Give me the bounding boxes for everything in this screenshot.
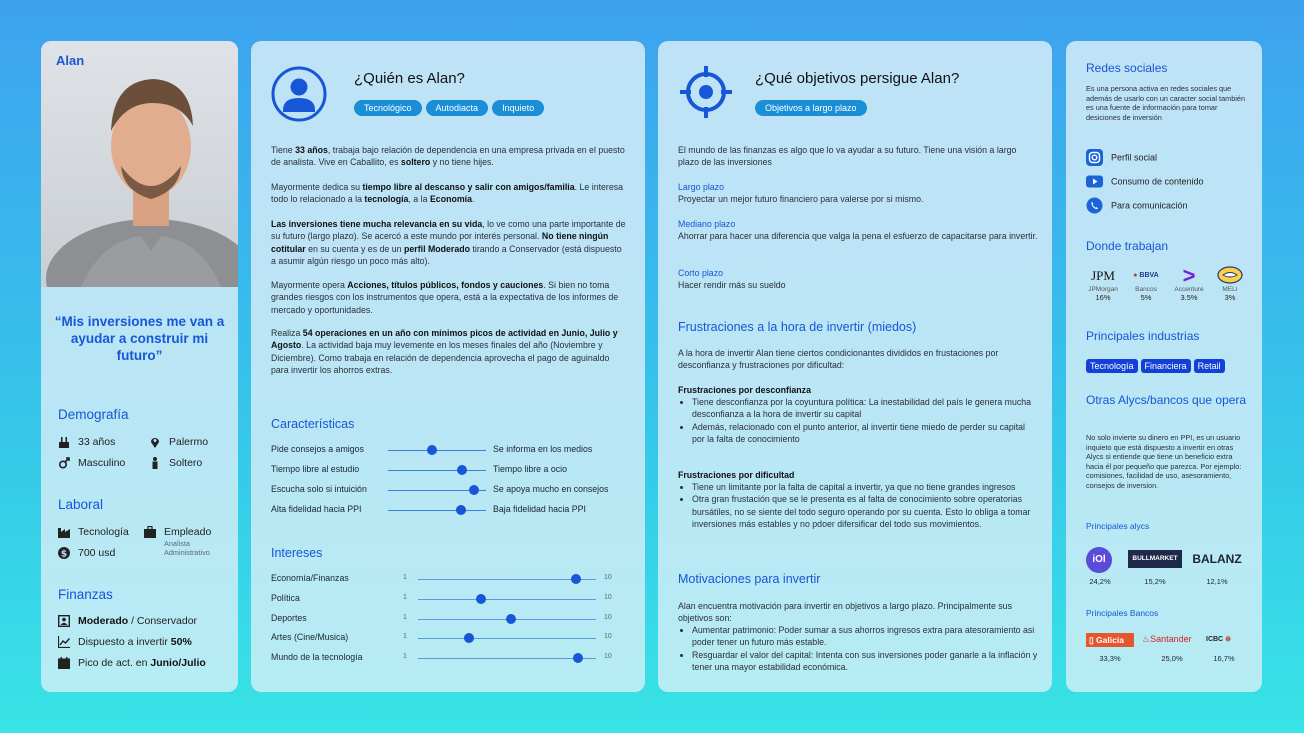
dificultad-title: Frustraciones por dificultad <box>678 470 795 480</box>
caracteristica-left-label: Alta fidelidad hacia PPI <box>271 504 362 514</box>
santander-logo: ♨Santander <box>1142 634 1192 644</box>
cake-icon <box>58 436 70 448</box>
objetivos-tags <box>755 98 871 116</box>
quien-tags <box>354 98 548 116</box>
caracteristica-knob[interactable] <box>457 465 467 475</box>
jpm-logo: JPM <box>1091 268 1115 283</box>
caracteristicas-title: Características <box>271 417 355 431</box>
profile-card <box>41 41 238 692</box>
caracteristica-knob[interactable] <box>456 505 466 515</box>
demografia-title: Demografía <box>58 407 129 422</box>
largo-title: Largo plazo <box>678 182 724 192</box>
caracteristica-right-label: Baja fidelidad hacia PPI <box>493 504 586 514</box>
male-symbol-icon <box>58 457 70 469</box>
tag: Tecnología <box>1086 359 1138 373</box>
interes-max: 10 <box>604 633 612 640</box>
youtube-row: Consumo de contenido <box>1086 173 1204 190</box>
caracteristica-left-label: Tiempo libre al estudio <box>271 464 360 474</box>
tag: Autodiacta <box>426 100 489 116</box>
caracteristica-track <box>388 450 486 451</box>
quien-p2: Mayormente dedica su tiempo libre al descanso y salir con amigos/familia. Le interesa todo lo relacionado a la tecnología, a la Economía. <box>271 182 624 205</box>
interes-track <box>418 638 596 639</box>
calendar-icon <box>58 657 70 669</box>
iol-item <box>1086 547 1114 573</box>
mediano-title: Mediano plazo <box>678 219 736 229</box>
quien-p4: Mayormente opera Acciones, títulos públicos, fondos y cauciones. Si bien no toma grandes riesgos con los instrumentos que opera, está a la expectativa de los informes de mercado y oportunidades. <box>271 280 619 315</box>
interes-min: 1 <box>403 633 407 640</box>
dispuesto-row: Dispuesto a invertir 50% <box>58 636 192 648</box>
profile-badge-icon <box>58 615 70 627</box>
industrias-title: Principales industrias <box>1086 329 1200 343</box>
meli-item: MELI 3% <box>1212 266 1248 302</box>
svg-text:$: $ <box>60 549 68 560</box>
caracteristica-track <box>388 510 486 511</box>
whatsapp-row: Para comunicación <box>1086 197 1188 214</box>
list-item: • Además, relacionado con el punto anterior, al invertir tiene miedo de perder su capital por la falta de conocimiento <box>692 421 1038 446</box>
interes-min: 1 <box>403 574 407 581</box>
interes-knob[interactable] <box>573 653 583 663</box>
edad-row: 33 años <box>58 436 115 448</box>
target-icon <box>680 66 732 123</box>
balanz-logo: BALANZ <box>1192 552 1242 566</box>
accenture-logo: > <box>1182 263 1196 288</box>
principales-alycs-title: Principales alycs <box>1086 521 1150 531</box>
principales-bancos-title: Principales Bancos <box>1086 608 1159 618</box>
handshake-logo-icon <box>1212 266 1248 286</box>
interes-label: Economía/Finanzas <box>271 573 349 583</box>
quien-p3: Las inversiones tiene mucha relevancia en su vida, lo ve como una parte importante de su futuro (largo plazo). Se acercó a este mundo por interés personal. No tiene ningún cotitular en su cuenta y es de un perfil Moderado tirando a Conservador (está dispuesto a asumir algún riesgo un poco más alto). <box>271 219 626 266</box>
motivaciones-list <box>678 624 1038 673</box>
intereses-title: Intereses <box>271 546 323 560</box>
caracteristica-knob[interactable] <box>469 485 479 495</box>
interes-knob[interactable] <box>476 594 486 604</box>
interes-max: 10 <box>604 594 612 601</box>
iol-logo: iOl <box>1086 547 1112 573</box>
interes-knob[interactable] <box>506 614 516 624</box>
corto-text: Hacer rendir más su sueldo <box>678 280 786 290</box>
sector-row: Tecnología <box>58 526 129 538</box>
interes-label: Artes (Cine/Musica) <box>271 632 349 642</box>
interes-max: 10 <box>604 653 612 660</box>
bancos-item: ● BBVA Bancos 5% <box>1126 266 1166 302</box>
instagram-icon <box>1086 149 1103 166</box>
interes-track <box>418 599 596 600</box>
dollar-coin-icon <box>58 547 70 559</box>
interes-min: 1 <box>403 653 407 660</box>
list-item: • Aumentar patrimonio: Poder sumar a sus ahorros ingresos extra para atesoramiento asi poder tener un futuro más estable. <box>692 624 1038 649</box>
tag: Financiera <box>1141 359 1191 373</box>
quien-title: ¿Quién es Alan? <box>354 70 465 87</box>
tag: Inquieto <box>492 100 544 116</box>
whatsapp-icon <box>1086 197 1103 214</box>
jpmorgan-item: JPM JPMorgan 16% <box>1086 266 1120 302</box>
quien-p5: Realiza 54 operaciones en un año con mínimos picos de actividad en Junio, Julio y Agosto. La actividad baja muy levemente en los meses finales del año (Noviembre y Diciembre). Como trabaja en relación de dependencia aprovecha el pago de aguinaldo para invertir los ahorros extras. <box>271 328 618 375</box>
interes-min: 1 <box>403 614 407 621</box>
interes-label: Mundo de la tecnología <box>271 652 363 662</box>
finanzas-title: Finanzas <box>58 587 113 602</box>
interes-min: 1 <box>403 594 407 601</box>
user-avatar-icon <box>271 66 327 127</box>
bbva-logo: ● BBVA <box>1133 272 1159 279</box>
motivaciones-title: Motivaciones para invertir <box>678 572 821 586</box>
person-photo-icon <box>41 41 238 287</box>
alycs-desc: No solo invierte su dinero en PPI, es un usuario inquieto que está dispuesto a invertir en otras Alycs si entiende que tiene un beneficio extra hacia él por pequeño que parezca. Por ejemplo: comisiones, facilidad de uso, asesoramiento, consejos de inversion. <box>1086 433 1242 490</box>
trend-chart-icon <box>58 636 70 648</box>
profile-photo <box>41 41 238 287</box>
bullmarket-logo: BULLMARKET <box>1128 550 1182 568</box>
interes-label: Deportes <box>271 613 307 623</box>
alycs-title: Otras Alycs/bancos que opera <box>1086 393 1247 407</box>
factory-icon <box>58 526 70 538</box>
frustraciones-title: Frustraciones a la hora de invertir (miedos) <box>678 320 917 334</box>
interes-knob[interactable] <box>571 574 581 584</box>
motivaciones-intro: Alan encuentra motivación para invertir en objetivos a largo plazo. Principalmente sus objetivos son: <box>678 601 1012 624</box>
tag: Tecnológico <box>354 100 422 116</box>
corto-title: Corto plazo <box>678 268 723 278</box>
caracteristica-left-label: Escucha solo si intuición <box>271 484 367 494</box>
genero-row: Masculino <box>58 457 125 469</box>
desconfianza-list <box>678 396 1038 445</box>
frustraciones-intro: A la hora de invertir Alan tiene ciertos condicionantes divididos en frustaciones por desconfianza y frustraciones por dificultad: <box>678 348 999 371</box>
quien-p1: Tiene 33 años, trabaja bajo relación de dependencia en una empresa privada en el puesto de analista. Vive en Caballito, es soltero y no tiene hijes. <box>271 145 625 168</box>
laboral-title: Laboral <box>58 497 104 512</box>
largo-text: Proyectar un mejor futuro financiero para valerse por si mismo. <box>678 194 924 204</box>
galicia-logo: ▯ Galicia <box>1086 633 1134 647</box>
dificultad-list <box>678 481 1038 530</box>
perfil-row: Moderado / Conservador <box>58 615 197 627</box>
mediano-text: Ahorrar para hacer una diferencia que valga la pena el esfuerzo de capacitarse para invertir. <box>678 231 1038 241</box>
redes-title: Redes sociales <box>1086 61 1168 75</box>
caracteristica-track <box>388 470 486 471</box>
instagram-row: Perfil social <box>1086 149 1157 166</box>
redes-desc: Es una persona activa en redes sociales que además de usarlo con un caracter social también es una fuente de información para tomar desiciones de inversión <box>1086 84 1245 122</box>
caracteristica-right-label: Se apoya mucho en consejos <box>493 484 609 494</box>
empresas-list <box>1086 263 1251 308</box>
estado-row: Soltero <box>149 457 202 469</box>
caracteristica-knob[interactable] <box>427 445 437 455</box>
profile-name: Alan <box>56 53 85 68</box>
briefcase-icon <box>144 526 156 538</box>
interes-knob[interactable] <box>464 633 474 643</box>
tag: Objetivos a largo plazo <box>755 100 867 116</box>
icbc-logo: ICBC ⊛ <box>1206 636 1231 643</box>
empleo-row: Empleado <box>144 526 211 538</box>
interes-label: Política <box>271 593 300 603</box>
accenture-item: > Accenture 3.5% <box>1170 266 1208 302</box>
list-item: • Tiene un limitante por la falta de capital a invertir, ya que no tiene grandes ingresos <box>692 481 1038 493</box>
redes-card: Redes sociales Es una persona activa en redes sociales que además de usarlo con un caracter social también es una fuente de información para tomar desiciones de inversión Perfil social Consumo de contenido Para comunicación Donde trabajan JPM JPMorgan 16% ● BBVA Bancos 5% > Accenture 3.5% MELI 3% Principales industrias Tecnología Financiera Retail Otras Alycs/bancos que opera No solo invierte su dinero en PPI, es un usuario inquieto que está dispuesto a invertir en otras Alycs si entiende que tiene un beneficio extra hacia él por pequeño que parezca. Por ejemplo: comisiones, facilidad de uso, asesoramiento, consejos de inversion. Principales alycs iOl 24,2% BULLMARKET 15,2% BALANZ 12,1% Principales Bancos ▯ Galicia 33,3% ♨Santander 25,0% ICBC ⊛ 16,7% <box>1066 41 1262 692</box>
objetivos-card <box>658 41 1052 692</box>
interes-max: 10 <box>604 574 612 581</box>
caracteristica-right-label: Se informa en los medios <box>493 444 593 454</box>
interes-track <box>418 658 596 659</box>
industrias-tags <box>1086 356 1228 374</box>
location-pin-icon <box>149 436 161 448</box>
trabajan-title: Donde trabajan <box>1086 239 1169 253</box>
caracteristica-left-label: Pide consejos a amigos <box>271 444 364 454</box>
sueldo-row: $ 700 usd <box>58 547 115 559</box>
list-item: • Otra gran frustación que se le presenta es al falta de conocimiento sobre operatorias bursátiles, no se siente del todo seguro operando por su cuenta. Esto lo obliga a tomar inversiones más estables y no pdoer difersificar del todo sus movimientos. <box>692 493 1038 530</box>
objetivos-intro: El mundo de las finanzas es algo que lo va ayudar a su futuro. Tiene una visión a largo plazo de las inversiones <box>678 145 1017 168</box>
youtube-icon <box>1086 173 1103 190</box>
barrio-row: Palermo <box>149 436 208 448</box>
desconfianza-title: Frustraciones por desconfianza <box>678 385 811 395</box>
puesto-label: Analista Administrativo <box>164 539 210 557</box>
pico-row: Pico de act. en Junio/Julio <box>58 657 206 669</box>
interes-track <box>418 579 596 580</box>
person-icon <box>149 457 161 469</box>
profile-quote: “Mis inversiones me van a ayudar a construir mi futuro” <box>54 314 225 363</box>
list-item: • Resguardar el valor del capital: Intenta con sus inversiones poder ganarle a la inflación y tener una mayor estabilidad económica. <box>692 649 1038 674</box>
quien-card <box>251 41 645 692</box>
tag: Retail <box>1194 359 1225 373</box>
objetivos-title: ¿Qué objetivos persigue Alan? <box>755 70 960 87</box>
list-item: • Tiene desconfianza por la coyuntura política: La inestabilidad del país le genera mucha desconfianza a la hora de invertir su capital <box>692 396 1038 421</box>
interes-max: 10 <box>604 614 612 621</box>
caracteristica-right-label: Tiempo libre a ocio <box>493 464 567 474</box>
